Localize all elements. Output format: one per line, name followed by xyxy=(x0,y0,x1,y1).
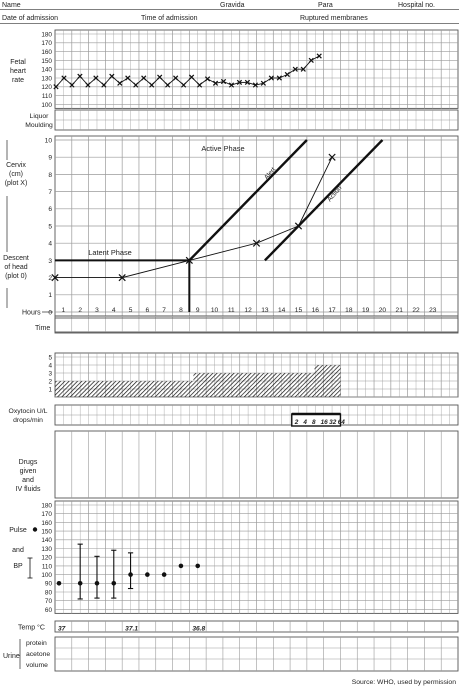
contraction-bar xyxy=(167,381,172,397)
hour-tick: 4 xyxy=(111,307,116,314)
alert-label: Alert xyxy=(263,166,278,182)
descent-label-line: of head xyxy=(4,264,28,271)
hour-tick: 11 xyxy=(227,307,235,314)
cervix-scale-tick: 7 xyxy=(48,189,52,196)
pulse-scale-tick: 110 xyxy=(41,563,52,571)
date-of-admission-label: Date of admission xyxy=(2,15,59,22)
contraction-scale-tick: 4 xyxy=(48,362,52,370)
contraction-bar xyxy=(107,381,112,397)
hour-tick: 2 xyxy=(78,307,83,314)
oxytocin-dose-value: 8 xyxy=(311,419,316,426)
drugs-label-line: Drugs xyxy=(18,459,38,466)
oxytocin-dose-value: 64 xyxy=(337,419,345,426)
contraction-bar xyxy=(64,381,69,397)
fhr-scale-tick: 100 xyxy=(41,101,52,109)
oxytocin-dose-value: 2 xyxy=(294,419,299,426)
descent-label-line: Descent xyxy=(3,255,29,262)
drugs-label-line: IV fluids xyxy=(15,486,41,493)
urine-row-label: volume xyxy=(26,662,48,669)
contraction-bar xyxy=(116,381,121,397)
fhr-scale-tick: 150 xyxy=(41,57,52,65)
pulse-scale-tick: 80 xyxy=(44,589,52,597)
name-label: Name xyxy=(2,2,21,9)
pulse-scale-tick: 180 xyxy=(41,502,52,510)
drugs-label-line: and xyxy=(22,477,34,484)
contraction-bar xyxy=(142,381,147,397)
contraction-bar xyxy=(280,373,285,397)
fhr-scale-tick: 110 xyxy=(41,93,52,100)
contraction-bar xyxy=(258,373,263,397)
gravida-label: Gravida xyxy=(220,2,245,9)
pulse-scale-tick: 140 xyxy=(41,537,52,545)
pulse-scale-tick: 60 xyxy=(44,606,52,614)
hour-tick: 10 xyxy=(210,307,219,314)
contraction-bar xyxy=(245,373,250,397)
contraction-bar xyxy=(267,373,272,397)
hour-tick: 23 xyxy=(429,307,437,314)
hour-tick: 20 xyxy=(378,307,387,314)
hour-tick: 22 xyxy=(412,307,420,314)
pulse-scale-tick: 120 xyxy=(41,554,52,562)
fhr-scale-tick: 140 xyxy=(41,66,52,74)
cervix-label-line: (plot X) xyxy=(4,180,28,187)
contraction-bar xyxy=(81,381,86,397)
contraction-bar xyxy=(72,381,77,397)
contraction-bar xyxy=(94,381,99,397)
contraction-bar xyxy=(159,381,164,397)
oxytocin-label-line: Oxytocin U/L xyxy=(8,408,48,415)
pulse-dot xyxy=(57,581,62,586)
hour-tick: 12 xyxy=(244,307,252,314)
contraction-bar xyxy=(185,381,190,397)
contraction-bar xyxy=(193,373,198,397)
contraction-bar xyxy=(202,373,207,397)
contraction-bar xyxy=(306,373,311,397)
contraction-scale-tick: 3 xyxy=(48,370,52,378)
hour-tick: 3 xyxy=(95,307,99,314)
pulse-dot xyxy=(128,572,133,577)
contraction-bar xyxy=(241,373,246,397)
contraction-bar xyxy=(228,373,233,397)
temperature-reading: 37 xyxy=(58,625,66,633)
ruptured-membranes-label: Ruptured membranes xyxy=(300,15,368,22)
pulse-label: Pulse xyxy=(9,527,27,534)
pulse-scale-tick: 100 xyxy=(41,572,52,579)
contraction-bar xyxy=(120,381,125,397)
cervix-scale-tick: 8 xyxy=(48,171,52,179)
cervix-scale-tick: 4 xyxy=(48,240,52,248)
para-label: Para xyxy=(318,2,333,9)
fhr-scale-tick: 120 xyxy=(41,84,52,92)
pulse-dot xyxy=(78,581,83,586)
hour-tick: 21 xyxy=(395,307,403,314)
contraction-bar xyxy=(68,381,73,397)
hour-tick: 16 xyxy=(311,307,319,314)
contraction-bar xyxy=(137,381,142,397)
cervix-scale-tick: 2 xyxy=(48,275,52,282)
pulse-scale-tick: 160 xyxy=(41,519,52,527)
cervix-curve-segment xyxy=(257,226,299,243)
contraction-bar xyxy=(232,373,237,397)
contraction-bar xyxy=(327,365,332,397)
contraction-bar xyxy=(263,373,268,397)
fhr-label-line: heart xyxy=(10,68,26,75)
hour-tick: 8 xyxy=(179,307,183,314)
oxytocin-dose-value: 32 xyxy=(329,419,337,426)
source-note: Source: WHO, used by permission xyxy=(351,679,456,686)
hour-tick: 17 xyxy=(328,307,336,314)
contraction-bar xyxy=(332,365,337,397)
contraction-bar xyxy=(276,373,281,397)
contraction-bar xyxy=(224,373,229,397)
fhr-label-line: Fetal xyxy=(10,59,26,66)
pulse-scale-tick: 150 xyxy=(41,528,52,536)
hour-tick: 14 xyxy=(278,307,286,314)
contraction-bar xyxy=(271,373,276,397)
moulding-label: Moulding xyxy=(25,122,53,129)
contraction-scale-tick: 1 xyxy=(48,386,52,394)
contraction-bar xyxy=(323,365,328,397)
grid-layer xyxy=(0,10,459,672)
fhr-scale-tick: 160 xyxy=(41,49,52,56)
hour-tick: 7 xyxy=(162,307,166,314)
contraction-bar xyxy=(85,381,90,397)
fhr-scale-tick: 170 xyxy=(41,40,52,48)
contraction-bar xyxy=(297,373,302,397)
contraction-bar xyxy=(98,381,103,397)
descent-label-line: (plot 0) xyxy=(5,273,27,280)
contraction-bar xyxy=(150,381,155,397)
latent-phase-label: Latent Phase xyxy=(88,248,132,257)
contraction-bar xyxy=(237,373,242,397)
pulse-scale-tick: 90 xyxy=(44,580,52,588)
hour-tick: 6 xyxy=(145,307,150,314)
contraction-bar xyxy=(129,381,134,397)
pulse-dot xyxy=(179,564,184,569)
contraction-bar xyxy=(172,381,177,397)
contraction-bar xyxy=(176,381,181,397)
action-label: Action xyxy=(326,184,344,204)
pulse-dot xyxy=(195,564,200,569)
contraction-bar xyxy=(103,381,108,397)
contraction-bar xyxy=(180,381,185,397)
and-label: and xyxy=(12,547,24,554)
hour-tick: 13 xyxy=(261,307,269,314)
contraction-bar xyxy=(319,365,324,397)
temperature-reading: 37.1 xyxy=(125,625,139,633)
fhr-scale-tick: 180 xyxy=(41,31,52,39)
contraction-bar xyxy=(293,373,298,397)
pulse-scale-tick: 130 xyxy=(41,545,52,553)
contraction-bar xyxy=(146,381,151,397)
pulse-scale-tick: 70 xyxy=(44,598,52,606)
contraction-bar xyxy=(250,373,255,397)
contraction-bar xyxy=(289,373,294,397)
contraction-bar xyxy=(206,373,211,397)
urine-label: Urine xyxy=(3,653,20,660)
hour-tick: 1 xyxy=(61,307,66,314)
contraction-scale-tick: 2 xyxy=(48,378,52,386)
contraction-bar xyxy=(215,373,220,397)
time-of-admission-label: Time of admission xyxy=(141,15,198,22)
contraction-bar xyxy=(154,381,159,397)
contraction-bar xyxy=(59,381,64,397)
urine-row-label: protein xyxy=(26,640,47,647)
cervix-label-line: (cm) xyxy=(9,171,23,178)
cervix-scale-tick: 0 xyxy=(48,309,52,317)
bp-label: BP xyxy=(13,563,23,570)
fhr-scale-tick: 130 xyxy=(41,75,52,83)
contraction-bar xyxy=(310,373,315,397)
alert-line xyxy=(189,140,307,260)
contraction-bar xyxy=(211,373,216,397)
temperature-label: Temp °C xyxy=(18,624,45,632)
pulse-legend-dot xyxy=(33,527,37,531)
oxytocin-dose-value: 4 xyxy=(303,419,307,426)
hours-label: Hours xyxy=(22,309,41,317)
temperature-reading: 36.8 xyxy=(192,625,206,633)
contraction-bar xyxy=(336,365,341,397)
active-phase-label: Active Phase xyxy=(201,144,245,153)
pulse-dot xyxy=(111,581,116,586)
cervix-scale-tick: 9 xyxy=(48,154,52,162)
hour-tick: 9 xyxy=(195,307,200,314)
pulse-scale-tick: 170 xyxy=(41,511,52,519)
hospital-no-label: Hospital no. xyxy=(398,2,435,9)
contraction-bar xyxy=(111,381,116,397)
cervix-scale-tick: 3 xyxy=(48,257,52,265)
pulse-dot xyxy=(95,581,100,586)
hour-tick: 5 xyxy=(128,307,133,314)
contraction-bar xyxy=(302,373,307,397)
contraction-bar xyxy=(198,373,203,397)
cervix-scale-tick: 6 xyxy=(48,206,52,214)
contraction-bar xyxy=(133,381,138,397)
urine-row-label: acetone xyxy=(26,651,51,658)
contraction-bar xyxy=(189,381,194,397)
contraction-bar xyxy=(55,381,60,397)
contraction-bar xyxy=(219,373,224,397)
oxytocin-label-line: drops/min xyxy=(13,417,43,424)
pulse-dot xyxy=(162,572,167,577)
oxytocin-dose-value: 16 xyxy=(320,419,328,426)
fhr-label-line: rate xyxy=(11,77,25,84)
contraction-bar xyxy=(124,381,129,397)
hour-tick: 19 xyxy=(361,307,370,314)
contraction-bar xyxy=(284,373,289,397)
contraction-scale-tick: 5 xyxy=(48,354,52,362)
cervix-scale-tick: 10 xyxy=(44,137,52,145)
hour-tick: 18 xyxy=(345,307,353,314)
contraction-bar xyxy=(77,381,82,397)
contraction-bar xyxy=(163,381,168,397)
hour-tick: 15 xyxy=(294,307,303,314)
liquor-label: Liquor xyxy=(29,113,49,120)
drugs-label-line: given xyxy=(19,468,37,475)
cervix-scale-tick: 5 xyxy=(48,223,52,231)
cervix-scale-tick: 1 xyxy=(48,292,52,300)
contraction-bar xyxy=(315,365,320,397)
contraction-bar xyxy=(254,373,259,397)
contraction-bar xyxy=(90,381,95,397)
time-label: Time xyxy=(35,325,51,332)
cervix-label-line: Cervix xyxy=(6,162,26,169)
pulse-dot xyxy=(145,572,150,577)
